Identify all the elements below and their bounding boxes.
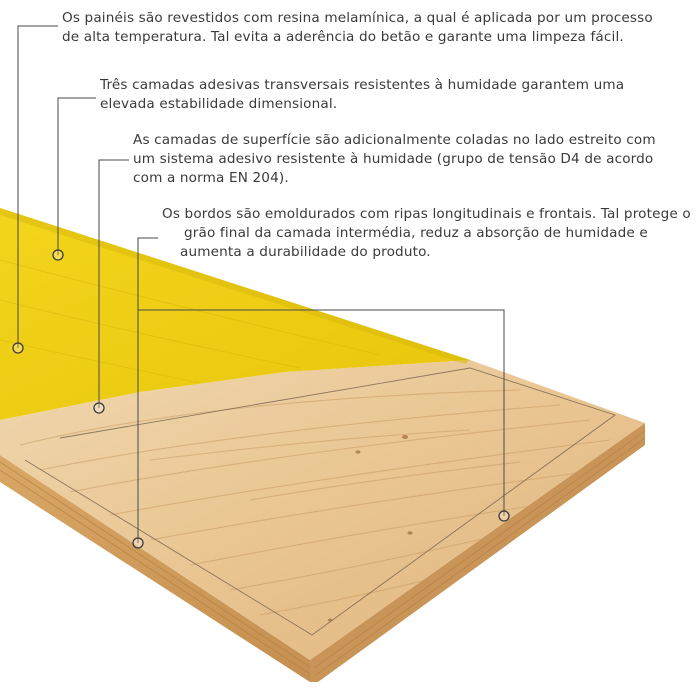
callout-surface-layers [133,131,656,188]
callout-line: Os painéis são revestidos com resina melamínica, a qual é aplicada por um processo [62,10,653,26]
marker-edge-framing [133,538,143,548]
callout-line: de alta temperatura. Tal evita a aderência do betão e garante uma limpeza fácil. [62,29,624,45]
callout-line: As camadas de superfície são adicionalmente coladas no lado estreito com [133,132,656,148]
callout-line: um sistema adesivo resistente à humidade (grupo de tensão D4 de acordo [133,151,654,167]
callout-line: aumenta a durabilidade do produto. [180,244,431,260]
callout-line: Três camadas adesivas transversais resistentes à humidade garantem uma [100,77,625,93]
callout-line: elevada estabilidade dimensional. [100,96,338,112]
marker-surface-layers [94,403,104,413]
callout-line: grão final da camada intermédia, reduz a absorção de humidade e [184,225,648,241]
callout-line: com a norma EN 204). [133,170,289,186]
marker-resin-coating [13,343,23,353]
callout-edge-framing [162,205,691,262]
marker-edge-framing-end [499,511,509,521]
callout-adhesive-layers [100,76,624,114]
marker-adhesive-layers [53,250,63,260]
callout-line: Os bordos são emoldurados com ripas longitudinais e frontais. Tal protege o [162,206,691,222]
callout-resin-coating [62,9,653,47]
